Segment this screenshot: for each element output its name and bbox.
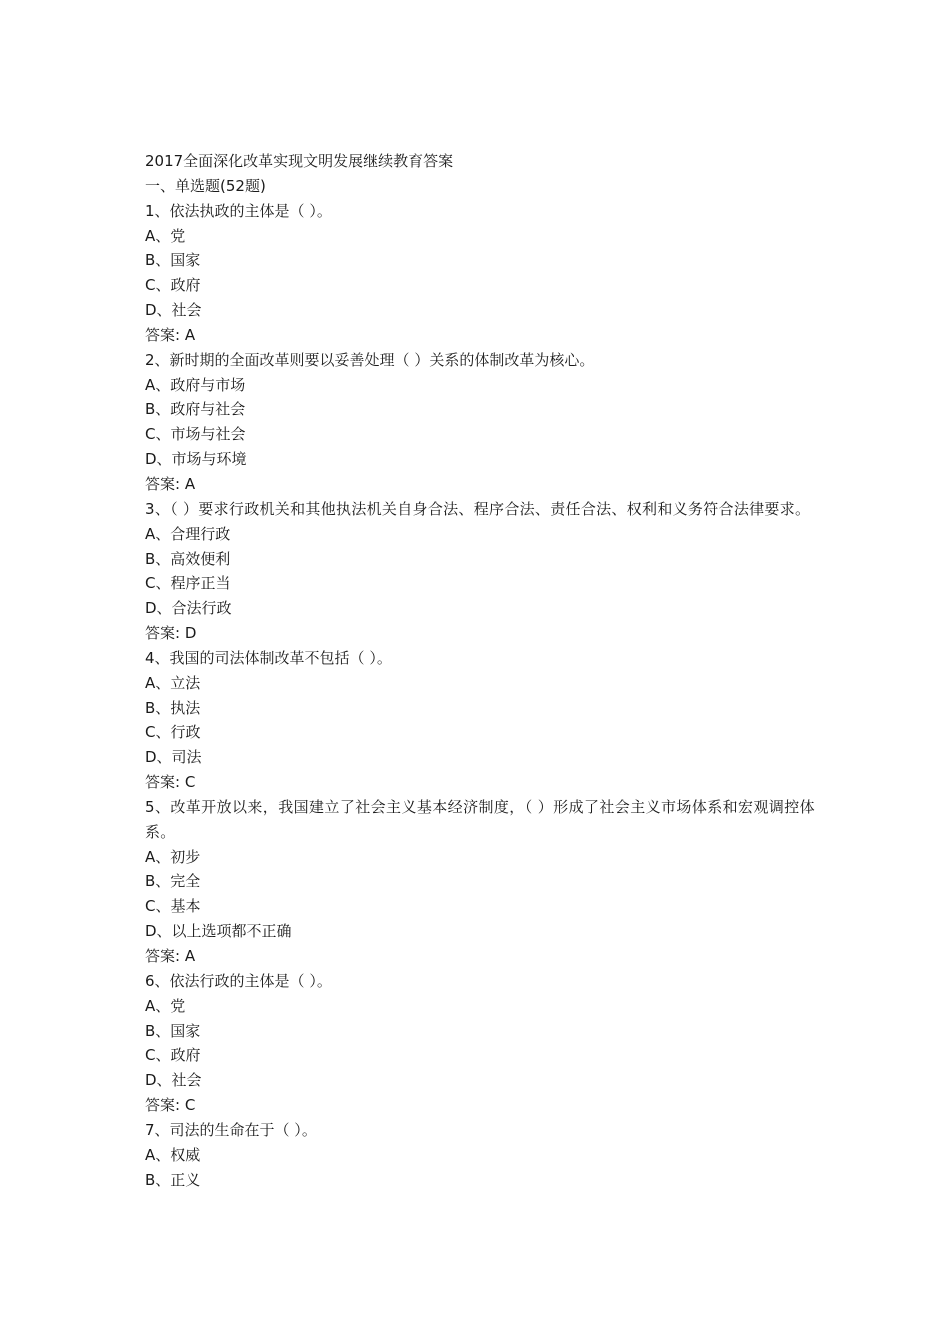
question-stem: 3、（ ）要求行政机关和其他执法机关自身合法、程序合法、责任合法、权利和义务符合法律要求。 xyxy=(145,499,811,518)
answer: 答案: A xyxy=(145,325,196,344)
option-b: B、高效便利 xyxy=(145,549,231,568)
option-a: A、初步 xyxy=(145,847,201,866)
option-b: B、政府与社会 xyxy=(145,400,246,419)
question-stem: 4、我国的司法体制改革不包括（ ）。 xyxy=(145,648,392,667)
question-1 xyxy=(145,199,815,348)
option-c: C、行政 xyxy=(145,723,201,742)
answer: 答案: A xyxy=(145,474,196,493)
option-a: A、政府与市场 xyxy=(145,375,246,394)
question-stem: 6、依法行政的主体是（ ）。 xyxy=(145,971,332,990)
option-c: C、市场与社会 xyxy=(145,425,246,444)
answer: 答案: D xyxy=(145,624,197,643)
answer: 答案: C xyxy=(145,773,196,792)
option-c: C、政府 xyxy=(145,276,201,295)
option-d: D、合法行政 xyxy=(145,599,232,618)
option-a: A、党 xyxy=(145,226,186,245)
question-stem: 2、新时期的全面改革则要以妥善处理（ ）关系的体制改革为核心。 xyxy=(145,350,595,369)
option-a: A、权威 xyxy=(145,1145,201,1164)
option-b: B、国家 xyxy=(145,251,201,270)
question-3 xyxy=(145,497,815,646)
document-title: 2017全面深化改革实现文明发展继续教育答案 xyxy=(145,152,454,170)
option-b: B、国家 xyxy=(145,1021,201,1040)
answer: 答案: A xyxy=(145,947,196,965)
question-stem: 5、改革开放以来，我国建立了社会主义基本经济制度，（ ）形成了社会主义市场体系和宏观调控体系。 xyxy=(145,797,815,841)
question-2 xyxy=(145,348,815,497)
option-d: D、司法 xyxy=(145,748,202,767)
question-6 xyxy=(145,969,815,1118)
option-b: B、正义 xyxy=(145,1170,201,1189)
option-c: C、程序正当 xyxy=(145,574,231,593)
option-c: C、政府 xyxy=(145,1046,201,1065)
answer: 答案: C xyxy=(145,1096,196,1115)
option-b: B、完全 xyxy=(145,872,201,891)
option-a: A、党 xyxy=(145,996,186,1015)
section-heading: 一、单选题(52题) xyxy=(145,176,266,195)
option-d: D、市场与环境 xyxy=(145,450,247,469)
question-5 xyxy=(145,795,815,969)
question-4 xyxy=(145,646,815,795)
question-stem: 1、依法执政的主体是（ ）。 xyxy=(145,201,332,220)
option-c: C、基本 xyxy=(145,897,201,916)
option-a: A、合理行政 xyxy=(145,524,231,543)
option-d: D、社会 xyxy=(145,1071,202,1090)
option-d: D、以上选项都不正确 xyxy=(145,922,292,941)
question-7 xyxy=(145,1118,815,1193)
question-stem: 7、司法的生命在于（ ）。 xyxy=(145,1120,317,1139)
document-body xyxy=(145,149,815,1192)
option-a: A、立法 xyxy=(145,673,201,692)
option-d: D、社会 xyxy=(145,301,202,320)
option-b: B、执法 xyxy=(145,698,201,717)
